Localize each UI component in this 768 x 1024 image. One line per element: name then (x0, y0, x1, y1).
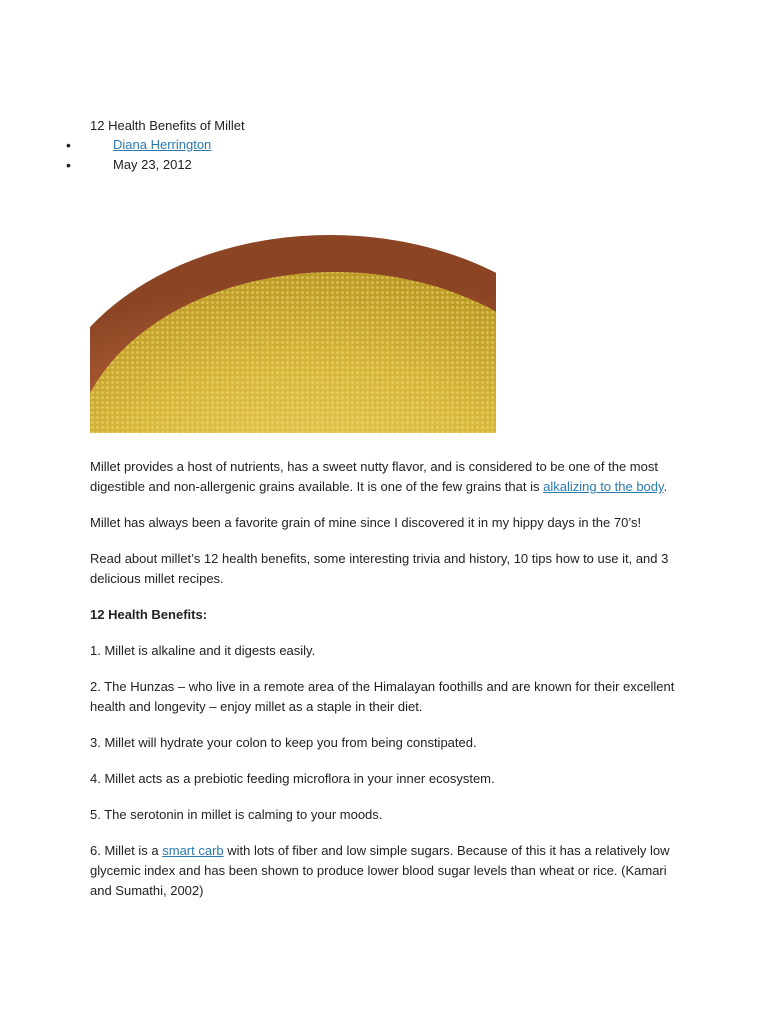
benefit-item: 2. The Hunzas – who live in a remote area of the Himalayan foothills and are known for their excellent health and longevity – enjoy millet as a staple in their diet. (90, 679, 675, 714)
intro-text: Millet provides a host of nutrients, has a sweet nutty flavor, and is considered to be one of the most digestible and non-allergenic grains available. It is one of the few grains that is (90, 459, 658, 494)
paragraph-favorite: Millet has always been a favorite grain of mine since I discovered it in my hippy days in the 70’s! (90, 515, 642, 530)
intro-end: . (663, 479, 668, 494)
publish-date: May 23, 2012 (113, 157, 192, 172)
alkalizing-link[interactable]: alkalizing to the body (543, 479, 664, 494)
bullet-icon: • (66, 137, 71, 153)
benefit-item (90, 841, 690, 901)
bullet-icon: • (66, 157, 71, 173)
benefit-6-start: 6. Millet is a (90, 843, 163, 858)
benefit-item: 4. Millet acts as a prebiotic feeding microflora in your inner ecosystem. (90, 771, 495, 786)
benefit-item: 3. Millet will hydrate your colon to keep you from being constipated. (90, 735, 477, 750)
author-link-wrap (113, 137, 211, 153)
benefit-6-end: with lots of fiber and low simple sugars. Because of this it has a relatively low glycemic index and has been shown to produce lower blood sugar levels than wheat or rice. (Kamari and Sumathi, 2002) (90, 843, 670, 898)
benefit-item: 1. Millet is alkaline and it digests easily. (90, 643, 316, 658)
millet-bowl-image (90, 210, 496, 433)
benefits-heading: 12 Health Benefits: (90, 607, 208, 622)
article-body (90, 457, 690, 917)
millet-bowl-icon (90, 210, 496, 433)
paragraph-overview: Read about millet’s 12 health benefits, some interesting trivia and history, 10 tips how to use it, and 3 delicious millet recipes. (90, 551, 669, 586)
author-link[interactable]: Diana Herrington (113, 137, 212, 152)
intro-paragraph (90, 457, 690, 497)
article-title: 12 Health Benefits of Millet (90, 118, 245, 133)
benefit-item: 5. The serotonin in millet is calming to your moods. (90, 807, 383, 822)
smart-carb-link[interactable]: smart carb (162, 843, 224, 858)
